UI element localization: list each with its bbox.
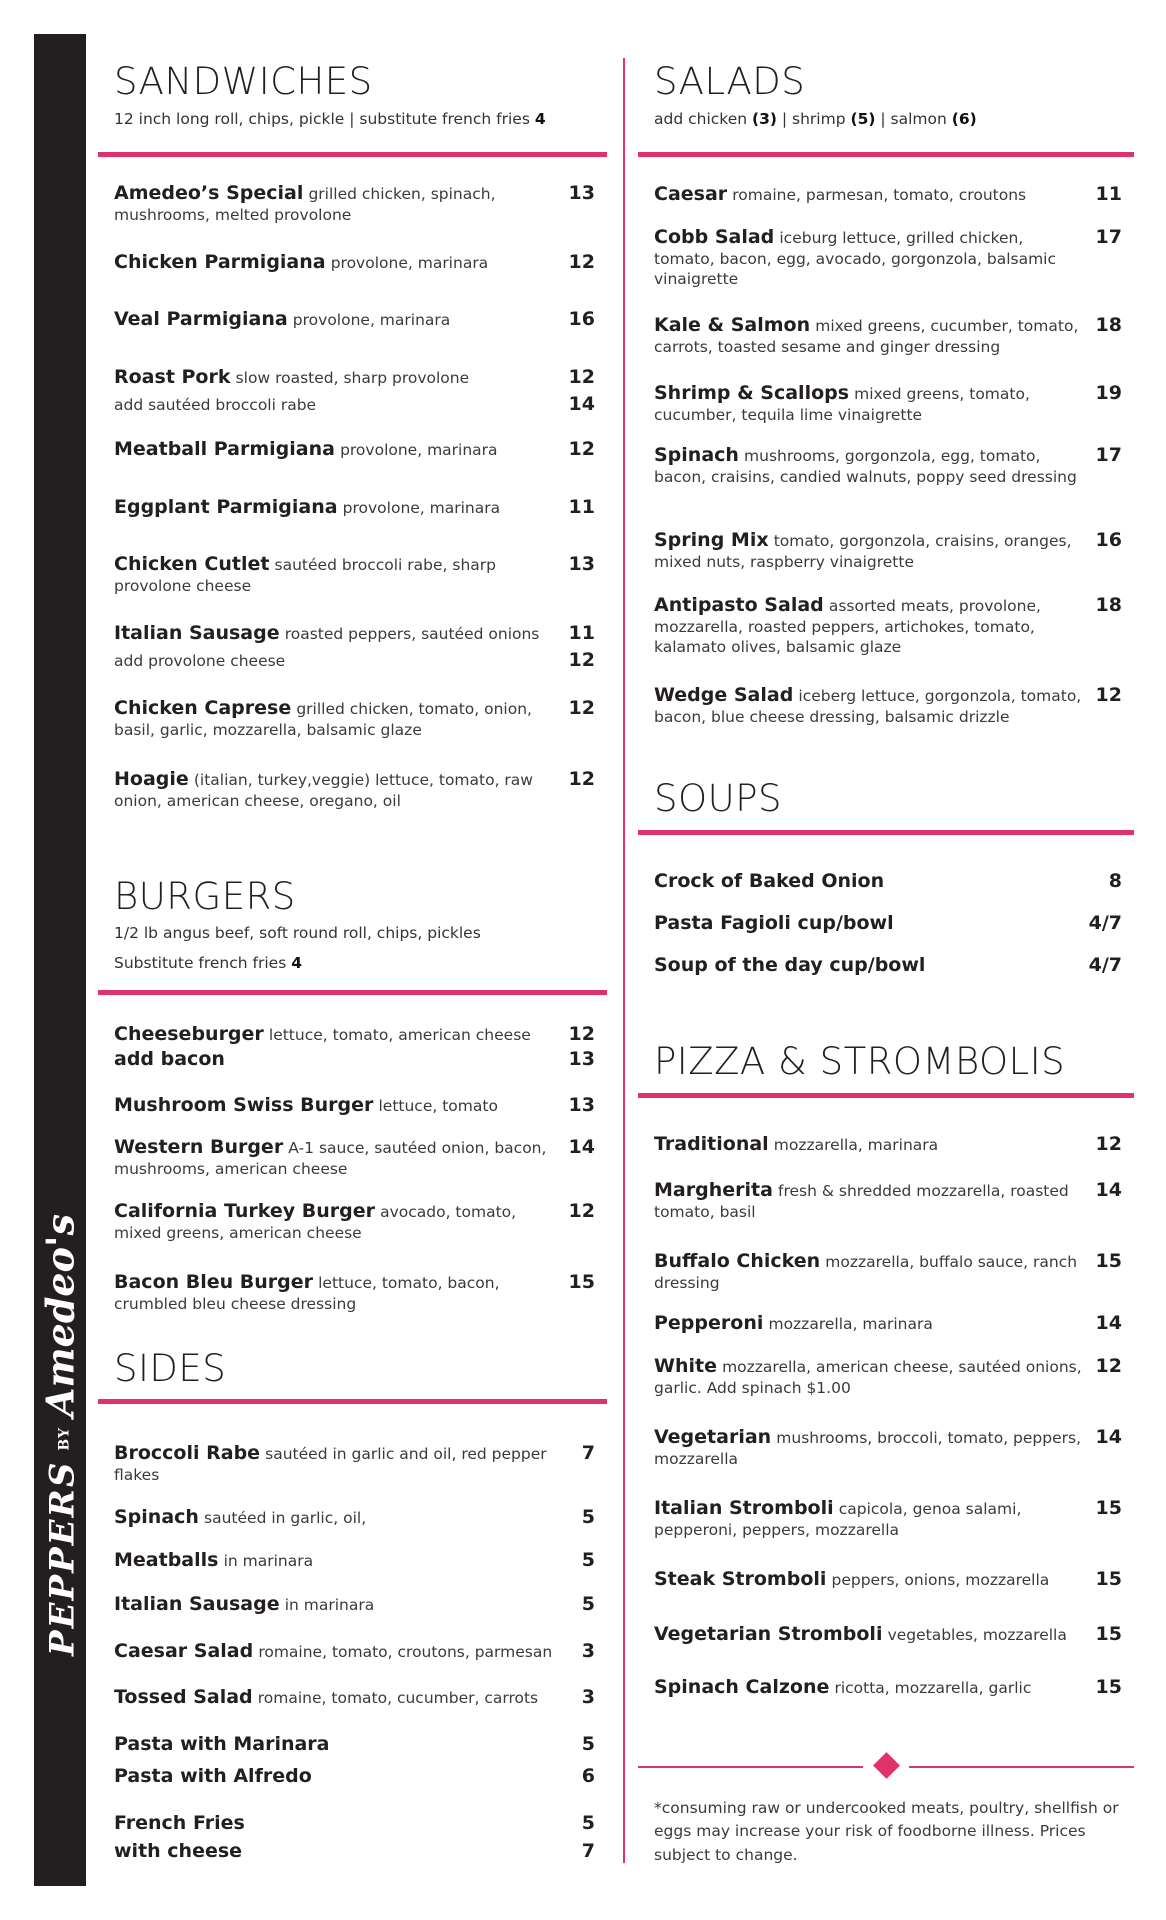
item-name: Steak Stromboli — [654, 1568, 827, 1590]
item-addon-price: 14 — [568, 393, 595, 416]
menu-item — [114, 251, 595, 274]
item-price: 14 — [1095, 1312, 1122, 1334]
item-price: 12 — [568, 251, 595, 273]
item-price: 7 — [581, 1442, 595, 1464]
item-description: romaine, tomato, croutons, parmesan — [258, 1643, 553, 1661]
item-description: mixed greens, cucumber, tomato, carrots, toasted sesame and ginger dressing — [654, 317, 1079, 357]
menu-item — [654, 183, 1122, 206]
pizza-rule — [638, 1093, 1134, 1098]
item-name: Soup of the day cup/bowl — [654, 954, 926, 976]
item-name: Spinach — [654, 444, 739, 466]
menu-item — [654, 444, 1122, 487]
item-name: Tossed Salad — [114, 1686, 253, 1708]
item-description: provolone, marinara — [342, 499, 501, 517]
menu-item — [114, 1640, 595, 1663]
item-name: Chicken Cutlet — [114, 553, 270, 575]
item-price: 16 — [568, 308, 595, 330]
item-price: 4/7 — [1088, 912, 1122, 934]
item-description: in marinara — [223, 1552, 314, 1570]
item-name: Meatball Parmigiana — [114, 438, 335, 460]
item-name: Margherita — [654, 1179, 773, 1201]
item-name: Pasta with Marinara — [114, 1733, 330, 1755]
menu-item — [114, 1136, 595, 1179]
item-price: 5 — [581, 1812, 595, 1834]
item-name: Bacon Bleu Burger — [114, 1271, 314, 1293]
menu-item — [654, 314, 1122, 357]
item-name: Broccoli Rabe — [114, 1442, 261, 1464]
menu-item — [114, 1733, 595, 1756]
item-name: with cheese — [114, 1840, 243, 1862]
item-price: 18 — [1095, 594, 1122, 616]
item-name: Caesar — [654, 183, 728, 205]
item-price: 12 — [1095, 684, 1122, 706]
item-description: roasted peppers, sautéed onions — [284, 625, 540, 643]
menu-item — [654, 1312, 1122, 1335]
item-name: Amedeo’s Special — [114, 182, 304, 204]
brand-logo — [38, 1214, 83, 1656]
column-divider — [623, 58, 625, 1863]
item-name: Italian Sausage — [114, 1593, 280, 1615]
menu-item — [654, 1568, 1122, 1591]
item-description: avocado, tomato, mixed greens, american cheese — [114, 1203, 517, 1243]
item-price: 12 — [1095, 1133, 1122, 1155]
item-name: Spinach Calzone — [654, 1676, 830, 1698]
menu-item — [114, 1200, 595, 1243]
menu-item — [114, 1686, 595, 1709]
menu-item — [114, 496, 595, 519]
item-name: Meatballs — [114, 1549, 219, 1571]
salads-addon-price: (6) — [951, 110, 977, 128]
salads-addon-label: | salmon — [875, 110, 952, 128]
item-price: 12 — [568, 438, 595, 460]
left-column — [98, 0, 607, 1920]
menu-item — [114, 1549, 595, 1572]
item-description: romaine, parmesan, tomato, croutons — [732, 186, 1027, 204]
item-name: Pepperoni — [654, 1312, 764, 1334]
ornament-line-left — [638, 1766, 863, 1768]
pizza-heading: PIZZA & STROMBOLIS — [654, 1040, 1066, 1083]
item-name: Antipasto Salad — [654, 594, 824, 616]
item-price: 13 — [568, 182, 595, 204]
burgers-subtitle-fries — [114, 953, 302, 973]
item-name: Italian Sausage — [114, 622, 280, 644]
soups-rule — [638, 830, 1134, 835]
sandwiches-subtitle — [114, 109, 546, 129]
item-price: 15 — [1095, 1676, 1122, 1698]
menu-item — [114, 1094, 595, 1117]
soups-heading: SOUPS — [654, 777, 782, 820]
burgers-subtitle-fries-price: 4 — [291, 954, 303, 972]
item-name: Chicken Parmigiana — [114, 251, 326, 273]
item-price: 6 — [581, 1765, 595, 1787]
menu-item — [654, 1355, 1122, 1398]
item-description: vegetables, mozzarella — [887, 1626, 1067, 1644]
item-description: romaine, tomato, cucumber, carrots — [257, 1689, 539, 1707]
item-name: White — [654, 1355, 717, 1377]
menu-item — [654, 594, 1122, 657]
item-description: (italian, turkey,veggie) lettuce, tomato, raw onion, american cheese, oregano, oil — [114, 771, 533, 811]
item-description: ricotta, mozzarella, garlic — [834, 1679, 1032, 1697]
item-description: provolone, marinara — [330, 254, 489, 272]
item-price: 15 — [1095, 1250, 1122, 1272]
item-addon-price: 12 — [568, 649, 595, 672]
item-description: lettuce, tomato, american cheese — [268, 1026, 531, 1044]
item-price: 12 — [568, 366, 595, 388]
menu-item — [654, 684, 1122, 727]
salads-addon-price: (3) — [752, 110, 777, 128]
item-price: 7 — [581, 1840, 595, 1862]
sides-rule — [98, 1399, 607, 1404]
item-name: Caesar Salad — [114, 1640, 254, 1662]
item-description: sautéed in garlic and oil, red pepper flakes — [114, 1445, 547, 1485]
menu-item — [114, 438, 595, 461]
item-description: iceberg lettuce, gorgonzola, tomato, bacon, blue cheese dressing, balsamic drizzle — [654, 687, 1082, 727]
item-description: mozzarella, american cheese, sautéed onions, garlic. Add spinach $1.00 — [654, 1358, 1082, 1398]
menu-item — [114, 1765, 595, 1788]
brand-script: Amedeo's — [37, 1214, 83, 1418]
menu-item — [114, 1023, 595, 1070]
item-description: mozzarella, marinara — [768, 1315, 933, 1333]
menu-item — [654, 1623, 1122, 1646]
item-addon: add sautéed broccoli rabe — [114, 396, 317, 415]
item-description: grilled chicken, tomato, onion, basil, garlic, mozzarella, balsamic glaze — [114, 700, 532, 740]
brand-name: PEPPERS — [42, 1460, 83, 1656]
item-description: provolone, marinara — [292, 311, 451, 329]
menu-item — [654, 870, 1122, 892]
salads-addon-price: (5) — [850, 110, 876, 128]
item-name: Italian Stromboli — [654, 1497, 834, 1519]
item-price: 5 — [581, 1549, 595, 1571]
item-description: fresh & shredded mozzarella, roasted tomato, basil — [654, 1182, 1069, 1222]
item-description: in marinara — [284, 1596, 375, 1614]
item-description: assorted meats, provolone, mozzarella, roasted peppers, artichokes, tomato, kalamato olives, balsamic glaze — [654, 597, 1041, 657]
item-price: 5 — [581, 1506, 595, 1528]
item-name: Chicken Caprese — [114, 697, 292, 719]
menu-item — [654, 1497, 1122, 1540]
item-price: 14 — [568, 1136, 595, 1158]
item-description: grilled chicken, spinach, mushrooms, melted provolone — [114, 185, 496, 225]
item-price: 15 — [568, 1271, 595, 1293]
menu-item — [654, 382, 1122, 425]
sandwiches-heading: SANDWICHES — [114, 60, 373, 103]
item-name: Buffalo Chicken — [654, 1250, 821, 1272]
brand-by: BY — [56, 1427, 73, 1451]
item-name: Western Burger — [114, 1136, 284, 1158]
item-price: 13 — [568, 1094, 595, 1116]
menu-item — [114, 182, 595, 225]
ornament-divider — [638, 1752, 1134, 1782]
menu-item — [654, 1133, 1122, 1156]
item-name: Traditional — [654, 1133, 769, 1155]
item-description: lettuce, tomato — [378, 1097, 498, 1115]
menu-item — [654, 226, 1122, 289]
item-price: 17 — [1095, 444, 1122, 466]
item-price: 12 — [1095, 1355, 1122, 1377]
ornament-line-right — [909, 1766, 1134, 1768]
burgers-subtitle-fries-text: Substitute french fries — [114, 954, 287, 972]
menu-item — [654, 1676, 1122, 1699]
item-price: 5 — [581, 1593, 595, 1615]
item-description: mozzarella, marinara — [773, 1136, 939, 1154]
item-name: Vegetarian Stromboli — [654, 1623, 883, 1645]
item-description: sautéed in garlic, oil, — [204, 1509, 367, 1527]
menu-item — [114, 768, 595, 811]
diamond-icon — [873, 1752, 900, 1779]
item-price: 13 — [568, 553, 595, 575]
burgers-subtitle: 1/2 lb angus beef, soft round roll, chips, pickles — [114, 924, 481, 942]
salads-addon-label: | shrimp — [776, 110, 851, 128]
sides-heading: SIDES — [114, 1347, 227, 1390]
item-description: capicola, genoa salami, pepperoni, peppers, mozzarella — [654, 1500, 1022, 1540]
menu-item — [114, 1593, 595, 1616]
item-price: 19 — [1095, 382, 1122, 404]
item-price: 15 — [1095, 1623, 1122, 1645]
menu-item — [654, 529, 1122, 572]
menu-item — [114, 1506, 595, 1529]
item-name: Roast Pork — [114, 366, 231, 388]
item-name: French Fries — [114, 1812, 245, 1834]
item-price: 5 — [581, 1733, 595, 1755]
salads-addon-label: add chicken — [654, 110, 752, 128]
item-price: 11 — [1095, 183, 1122, 205]
item-name: Hoagie — [114, 768, 189, 790]
item-price: 14 — [1095, 1179, 1122, 1201]
item-name: Cheeseburger — [114, 1023, 264, 1045]
item-name: Cobb Salad — [654, 226, 775, 248]
menu-item — [114, 308, 595, 331]
item-name: Kale & Salmon — [654, 314, 811, 336]
burgers-rule — [98, 990, 607, 995]
item-description: mozzarella, buffalo sauce, ranch dressing — [654, 1253, 1078, 1293]
item-price: 3 — [581, 1640, 595, 1662]
item-description: iceburg lettuce, grilled chicken, tomato, bacon, egg, avocado, gorgonzola, balsamic vinaigrette — [654, 229, 1057, 289]
menu-item — [114, 1442, 595, 1485]
item-name: Pasta Fagioli cup/bowl — [654, 912, 894, 934]
item-description: slow roasted, sharp provolone — [235, 369, 470, 387]
item-description: peppers, onions, mozzarella — [831, 1571, 1050, 1589]
item-name: Wedge Salad — [654, 684, 794, 706]
item-price: 12 — [568, 1023, 595, 1045]
menu-item — [114, 697, 595, 740]
item-description: A-1 sauce, sautéed onion, bacon, mushrooms, american cheese — [114, 1139, 547, 1179]
item-addon-price: 13 — [568, 1048, 595, 1071]
item-description: tomato, gorgonzola, craisins, oranges, mixed nuts, raspberry vinaigrette — [654, 532, 1072, 572]
item-price: 3 — [581, 1686, 595, 1708]
menu-item — [654, 1250, 1122, 1293]
menu-item — [114, 1271, 595, 1314]
item-description: mushrooms, broccoli, tomato, peppers, mozzarella — [654, 1429, 1082, 1469]
menu-item — [114, 1840, 595, 1863]
burgers-heading: BURGERS — [114, 875, 296, 918]
sandwiches-subtitle-text: 12 inch long roll, chips, pickle | substitute french fries — [114, 110, 530, 128]
item-description: lettuce, tomato, bacon, crumbled bleu cheese dressing — [114, 1274, 500, 1314]
menu-item — [114, 553, 595, 596]
item-price: 14 — [1095, 1426, 1122, 1448]
item-price: 4/7 — [1088, 954, 1122, 976]
item-name: Shrimp & Scallops — [654, 382, 850, 404]
item-price: 15 — [1095, 1497, 1122, 1519]
sandwiches-subtitle-price: 4 — [534, 110, 546, 128]
menu-item — [114, 366, 595, 415]
item-name: Mushroom Swiss Burger — [114, 1094, 374, 1116]
sandwiches-rule — [98, 152, 607, 157]
item-price: 12 — [568, 1200, 595, 1222]
item-name: Eggplant Parmigiana — [114, 496, 338, 518]
menu-item — [654, 954, 1122, 976]
item-price: 15 — [1095, 1568, 1122, 1590]
item-name: Veal Parmigiana — [114, 308, 288, 330]
item-description: provolone, marinara — [340, 441, 498, 459]
menu-item — [654, 1426, 1122, 1469]
menu-item — [654, 1179, 1122, 1222]
item-price: 12 — [568, 768, 595, 790]
item-addon: add bacon — [114, 1048, 225, 1071]
item-name: Crock of Baked Onion — [654, 870, 885, 892]
salads-rule — [638, 152, 1134, 157]
menu-item — [114, 622, 595, 671]
salads-subtitle — [654, 109, 977, 129]
item-name: Spinach — [114, 1506, 199, 1528]
item-price: 17 — [1095, 226, 1122, 248]
item-price: 18 — [1095, 314, 1122, 336]
item-price: 16 — [1095, 529, 1122, 551]
item-name: California Turkey Burger — [114, 1200, 375, 1222]
menu-item — [114, 1812, 595, 1835]
item-price: 11 — [568, 496, 595, 518]
item-price: 8 — [1108, 870, 1122, 892]
item-name: Spring Mix — [654, 529, 769, 551]
item-description: mushrooms, gorgonzola, egg, tomato, bacon, craisins, candied walnuts, poppy seed dressing — [654, 447, 1077, 487]
item-price: 12 — [568, 697, 595, 719]
menu-item — [654, 912, 1122, 934]
item-name: Pasta with Alfredo — [114, 1765, 312, 1787]
item-description: mixed greens, tomato, cucumber, tequila lime vinaigrette — [654, 385, 1030, 425]
right-column — [638, 0, 1134, 1920]
salads-heading: SALADS — [654, 60, 806, 103]
item-addon: add provolone cheese — [114, 652, 286, 671]
disclaimer: *consuming raw or undercooked meats, poultry, shellfish or eggs may increase your risk of foodborne illness. Prices subject to change. — [654, 1799, 1119, 1864]
item-name: Vegetarian — [654, 1426, 772, 1448]
item-price: 11 — [568, 622, 595, 644]
item-description: sautéed broccoli rabe, sharp provolone cheese — [114, 556, 496, 596]
